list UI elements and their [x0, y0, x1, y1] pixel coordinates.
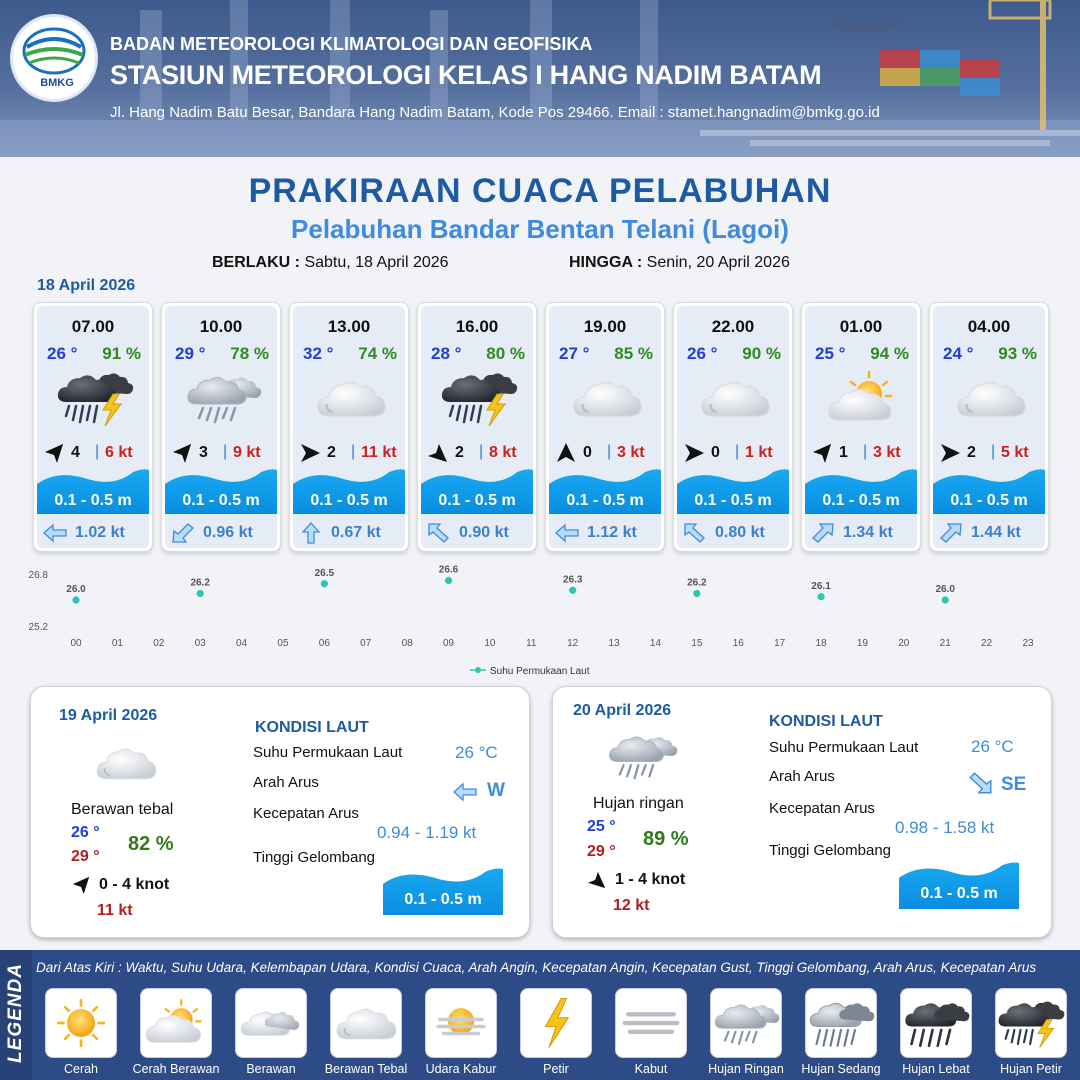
daily-temp-min: 26 °: [71, 824, 100, 841]
forecast-card: [289, 302, 409, 552]
air-temperature: 26 °: [47, 344, 78, 363]
legend-label: Berawan: [246, 1062, 296, 1076]
legend-item: [995, 988, 1067, 1058]
current-speed-value: 0.98 - 1.58 kt: [895, 818, 995, 837]
x-tick-label: 09: [442, 638, 455, 649]
hujan-petir-icon: [996, 989, 1066, 1057]
current-speed: 0.80 kt: [715, 524, 765, 541]
humidity: 94 %: [870, 344, 909, 363]
x-tick-label: 19: [856, 638, 868, 649]
humidity: 78 %: [230, 344, 269, 363]
gust-speed: 6 kt: [105, 444, 133, 461]
forecast-card: [929, 302, 1049, 552]
x-tick-label: 01: [111, 638, 123, 649]
forecast-card: [545, 302, 665, 552]
cerah-berawan-icon: [823, 366, 903, 430]
current-speed: 1.12 kt: [587, 524, 637, 541]
wind-speed: 1: [839, 444, 848, 461]
forecast-time: 16.00: [455, 317, 499, 336]
berawan-icon: [236, 989, 306, 1057]
valid-from: [212, 254, 449, 272]
current-direction-label: Arah Arus: [769, 768, 835, 785]
x-tick-label: 04: [236, 638, 248, 649]
legend-label: Udara Kabur: [425, 1062, 497, 1076]
page-subtitle: Pelabuhan Bandar Bentan Telani (Lagoi): [291, 214, 789, 244]
legend-item: [140, 988, 212, 1058]
x-tick-label: 02: [153, 638, 165, 649]
data-label: 26.3: [562, 574, 583, 586]
x-tick-label: 12: [567, 638, 579, 649]
data-label: 26.2: [687, 577, 707, 589]
humidity: 85 %: [614, 344, 653, 363]
wind-info: 2 | 5 kt: [933, 442, 1045, 464]
current-info: [421, 516, 533, 548]
wave-height: 0.1 - 0.5 m: [566, 492, 644, 509]
wave-height: 0.1 - 0.5 m: [438, 492, 516, 509]
cerah-icon: [46, 989, 116, 1057]
wind-direction-icon: [171, 442, 193, 464]
air-temperature: 27 °: [559, 344, 590, 363]
organization-name: BADAN METEOROLOGI KLIMATOLOGI DAN GEOFISIKA: [110, 34, 593, 54]
daily-condition: Hujan ringan: [593, 795, 684, 812]
y-tick-label: 26.8: [28, 570, 48, 581]
x-tick-label: 14: [649, 638, 662, 649]
air-temperature: 32 °: [303, 344, 334, 363]
data-label: 26.1: [811, 580, 831, 592]
station-name: STASIUN METEOROLOGI KELAS I HANG NADIM BATAM: [110, 60, 822, 90]
forecast-card: [801, 302, 921, 552]
daily-temp-max: 29 °: [71, 848, 100, 865]
data-point: [569, 587, 576, 594]
wave-height: 0.1 - 0.5 m: [822, 492, 900, 509]
current-direction-icon: [939, 522, 963, 544]
x-tick-label: 06: [318, 638, 330, 649]
wind-speed: 0: [583, 444, 592, 461]
legend: [0, 950, 1080, 1080]
wind-direction-icon: [811, 442, 833, 464]
wind-speed: 4: [71, 444, 80, 461]
hourly-forecast: [33, 302, 1053, 552]
legend-label: Cerah Berawan: [132, 1062, 220, 1076]
current-speed-label: Kecepatan Arus: [253, 805, 359, 822]
legend-item: [805, 988, 877, 1058]
daily-forecast-panel: [30, 686, 530, 938]
y-tick-label: 25.2: [28, 622, 48, 633]
humidity: 80 %: [486, 344, 525, 363]
x-tick-label: 10: [484, 638, 496, 649]
hujan-ringan-icon: [605, 725, 679, 787]
sst-label: Suhu Permukaan Laut: [253, 744, 403, 761]
x-tick-label: 21: [939, 638, 951, 649]
x-tick-label: 16: [732, 638, 744, 649]
daily-temp-max: 29 °: [587, 843, 616, 860]
current-info: [37, 516, 149, 548]
current-direction-icon: [427, 522, 451, 544]
daily-wave-height: 0.1 - 0.5 m: [920, 885, 998, 902]
x-tick-label: 07: [360, 638, 372, 649]
berawan-tebal-icon: [567, 366, 647, 430]
legend-label: Berawan Tebal: [324, 1062, 408, 1076]
gust-speed: 3 kt: [617, 444, 645, 461]
x-tick-label: 05: [277, 638, 289, 649]
gust-speed: 3 kt: [873, 444, 901, 461]
x-tick-label: 00: [70, 638, 82, 649]
legend-label: Kabut: [634, 1062, 668, 1076]
legend-label: Suhu Permukaan Laut: [490, 666, 590, 677]
wave-height: 0.1 - 0.5 m: [182, 492, 260, 509]
humidity: 91 %: [102, 344, 141, 363]
legend-item: [330, 988, 402, 1058]
legend-item: [615, 988, 687, 1058]
air-temperature: 28 °: [431, 344, 462, 363]
wind-direction-icon: [43, 442, 65, 464]
x-tick-label: 17: [774, 638, 786, 649]
legend-item: [425, 988, 497, 1058]
daily-date: 20 April 2026: [573, 702, 672, 719]
current-info: [933, 516, 1045, 548]
page-title: PRAKIRAAN CUACA PELABUHAN: [248, 172, 832, 210]
wind-info: 4 | 6 kt: [37, 442, 149, 464]
wind-direction-icon: [555, 442, 577, 464]
forecast-time: 10.00: [199, 317, 243, 336]
valid-to-label: HINGGA :: [569, 254, 643, 271]
current-speed: 0.96 kt: [203, 524, 253, 541]
humidity: 93 %: [998, 344, 1037, 363]
gust-speed: 11 kt: [361, 444, 397, 461]
header-banner: [0, 0, 1080, 157]
wind-speed: 2: [967, 444, 976, 461]
wind-info: 3 | 9 kt: [165, 442, 277, 464]
wind-info: 0 | 1 kt: [677, 442, 789, 464]
legend-item: [710, 988, 782, 1058]
legend-label: Hujan Lebat: [902, 1062, 970, 1076]
gust-speed: 1 kt: [745, 444, 773, 461]
wind-info: 2 | 8 kt: [421, 442, 533, 464]
berawan-tebal-icon: [695, 366, 775, 430]
humidity: 74 %: [358, 344, 397, 363]
daily-condition: Berawan tebal: [71, 801, 174, 818]
x-tick-label: 08: [401, 638, 413, 649]
sea-condition-heading: KONDISI LAUT: [769, 713, 883, 730]
daily-humidity: 89 %: [643, 828, 689, 850]
current-direction-icon: [967, 771, 993, 795]
gust-speed: 9 kt: [233, 444, 261, 461]
current-speed-label: Kecepatan Arus: [769, 800, 875, 817]
legend-description: Dari Atas Kiri : Waktu, Suhu Udara, Kelembapan Udara, Kondisi Cuaca, Arah Angin, Kecepatan Angin, Kecepatan Gust, Tinggi Gelombang, Arah Arus, Kecepatan Arus: [36, 960, 1037, 975]
daily-temp-min: 25 °: [587, 818, 616, 835]
wind-direction-icon: [939, 442, 961, 464]
station-address: Jl. Hang Nadim Batu Besar, Bandara Hang Nadim Batam, Kode Pos 29466. Email : stamet.hangnadim@bmkg.go.id: [110, 104, 880, 121]
data-label: 26.6: [438, 564, 459, 576]
current-direction-value: SE: [1001, 774, 1027, 795]
forecast-time: 13.00: [327, 317, 371, 336]
wave-height: 0.1 - 0.5 m: [694, 492, 772, 509]
daily-humidity: 82 %: [128, 833, 174, 855]
wind-speed: 2: [455, 444, 464, 461]
humidity: 90 %: [742, 344, 781, 363]
daily-forecast-panel: [552, 686, 1052, 938]
data-point: [942, 596, 949, 603]
air-temperature: 29 °: [175, 344, 206, 363]
data-point: [693, 590, 700, 597]
wave-height: 0.1 - 0.5 m: [54, 492, 132, 509]
berawan-tebal-icon: [951, 366, 1031, 430]
sea-condition-heading: KONDISI LAUT: [255, 719, 369, 736]
wind-direction-icon: [427, 442, 449, 464]
wind-direction-icon: [299, 442, 321, 464]
legend-marker: [475, 667, 481, 673]
current-speed: 0.90 kt: [459, 524, 509, 541]
forecast-card: [417, 302, 537, 552]
wave-height-label: Tinggi Gelombang: [253, 849, 376, 866]
current-direction-label: Arah Arus: [253, 774, 319, 791]
logo-text: BMKG: [40, 77, 74, 89]
air-temperature: 24 °: [943, 344, 974, 363]
wind-direction-icon: [683, 442, 705, 464]
bmkg-emblem-icon: [13, 23, 95, 83]
valid-from-value: Sabtu, 18 April 2026: [304, 254, 449, 271]
current-info: [549, 516, 661, 548]
air-temperature: 26 °: [687, 344, 718, 363]
x-tick-label: 11: [526, 638, 537, 649]
current-direction-icon: [452, 781, 478, 803]
data-point: [72, 596, 79, 603]
sst-value: 26 °C: [455, 743, 498, 762]
wind-speed: 0: [711, 444, 720, 461]
hujan-sedang-icon: [806, 989, 876, 1057]
legend-label: Cerah: [63, 1062, 99, 1076]
hujan-ringan-icon: [183, 366, 263, 430]
berawan-tebal-icon: [311, 366, 391, 430]
forecast-card: [161, 302, 281, 552]
bmkg-logo: [10, 14, 98, 102]
valid-from-label: BERLAKU :: [212, 254, 300, 271]
current-speed-value: 0.94 - 1.19 kt: [377, 823, 477, 842]
cerah-berawan-icon: [141, 989, 211, 1057]
data-label: 26.5: [314, 567, 335, 579]
daily-gust-speed: 11 kt: [97, 902, 133, 919]
kabut-icon: [616, 989, 686, 1057]
data-label: 26.2: [190, 577, 210, 589]
forecast-time: 19.00: [583, 317, 627, 336]
valid-to: [569, 254, 790, 272]
sst-value: 26 °C: [971, 737, 1014, 756]
current-direction-icon: [555, 522, 579, 544]
current-speed: 1.34 kt: [843, 524, 893, 541]
legend-title: LEGENDA: [5, 963, 26, 1063]
current-direction-value: W: [487, 780, 505, 801]
current-direction-icon: [299, 522, 323, 544]
legend-item: [520, 988, 592, 1058]
petir-icon: [521, 989, 591, 1057]
air-temperature: 25 °: [815, 344, 846, 363]
legend-item: [235, 988, 307, 1058]
forecast-time: 22.00: [711, 317, 755, 336]
hujan-petir-icon: [55, 366, 135, 430]
wind-info: 1 | 3 kt: [805, 442, 917, 464]
legend-item: [45, 988, 117, 1058]
current-info: [677, 516, 789, 548]
wind-speed: 3: [199, 444, 208, 461]
daily-date: 19 April 2026: [59, 707, 158, 724]
current-info: [293, 516, 405, 548]
x-tick-label: 15: [691, 638, 703, 649]
current-direction-icon: [43, 522, 67, 544]
current-direction-icon: [171, 522, 195, 544]
berawan-tebal-icon: [331, 989, 401, 1057]
data-point: [197, 590, 204, 597]
wind-direction-icon: [71, 875, 91, 895]
forecast-time: 01.00: [839, 317, 883, 336]
x-tick-label: 18: [815, 638, 827, 649]
daily-wave-height: 0.1 - 0.5 m: [404, 891, 482, 908]
legend-label: Petir: [543, 1062, 569, 1076]
wind-info: 2 | 11 kt: [293, 442, 405, 464]
wave-height-label: Tinggi Gelombang: [769, 842, 892, 859]
wind-direction-icon: [587, 870, 607, 890]
wave-height: 0.1 - 0.5 m: [950, 492, 1028, 509]
current-direction-icon: [683, 522, 707, 544]
data-label: 26.0: [66, 584, 86, 595]
x-tick-label: 03: [194, 638, 206, 649]
x-tick-label: 13: [608, 638, 620, 649]
hujan-petir-icon: [439, 366, 519, 430]
legend-label: Hujan Sedang: [801, 1062, 881, 1076]
forecast-card: [673, 302, 793, 552]
current-info: [805, 516, 917, 548]
forecast-time: 07.00: [71, 317, 115, 336]
daily-wind-speed: 1 - 4 knot: [615, 871, 686, 888]
wind-speed: 2: [327, 444, 336, 461]
wind-info: 0 | 3 kt: [549, 442, 661, 464]
berawan-tebal-icon: [91, 735, 161, 791]
sst-label: Suhu Permukaan Laut: [769, 739, 919, 756]
sea-surface-temperature-chart: [28, 562, 1058, 682]
valid-to-value: Senin, 20 April 2026: [646, 254, 790, 271]
legend-label: Hujan Petir: [1000, 1062, 1062, 1076]
legend-sidebar: [0, 950, 32, 1080]
hujan-lebat-icon: [901, 989, 971, 1057]
daily-gust-speed: 12 kt: [613, 897, 650, 914]
forecast-date: 18 April 2026: [37, 277, 136, 294]
data-point: [445, 577, 452, 584]
data-point: [817, 593, 824, 600]
x-tick-label: 23: [1022, 638, 1034, 649]
forecast-card: [33, 302, 153, 552]
legend-label: Hujan Ringan: [708, 1062, 784, 1076]
forecast-time: 04.00: [967, 317, 1011, 336]
current-speed: 0.67 kt: [331, 524, 381, 541]
x-tick-label: 20: [898, 638, 910, 649]
gust-speed: 5 kt: [1001, 444, 1029, 461]
current-direction-icon: [811, 522, 835, 544]
x-tick-label: 22: [981, 638, 993, 649]
hujan-ringan-icon: [711, 989, 781, 1057]
current-speed: 1.02 kt: [75, 524, 125, 541]
data-point: [321, 580, 328, 587]
daily-wind-speed: 0 - 4 knot: [99, 876, 170, 893]
current-info: [165, 516, 277, 548]
legend-item: [900, 988, 972, 1058]
gust-speed: 8 kt: [489, 444, 517, 461]
udara-kabur-icon: [426, 989, 496, 1057]
current-speed: 1.44 kt: [971, 524, 1021, 541]
data-label: 26.0: [935, 584, 955, 595]
wave-height: 0.1 - 0.5 m: [310, 492, 388, 509]
